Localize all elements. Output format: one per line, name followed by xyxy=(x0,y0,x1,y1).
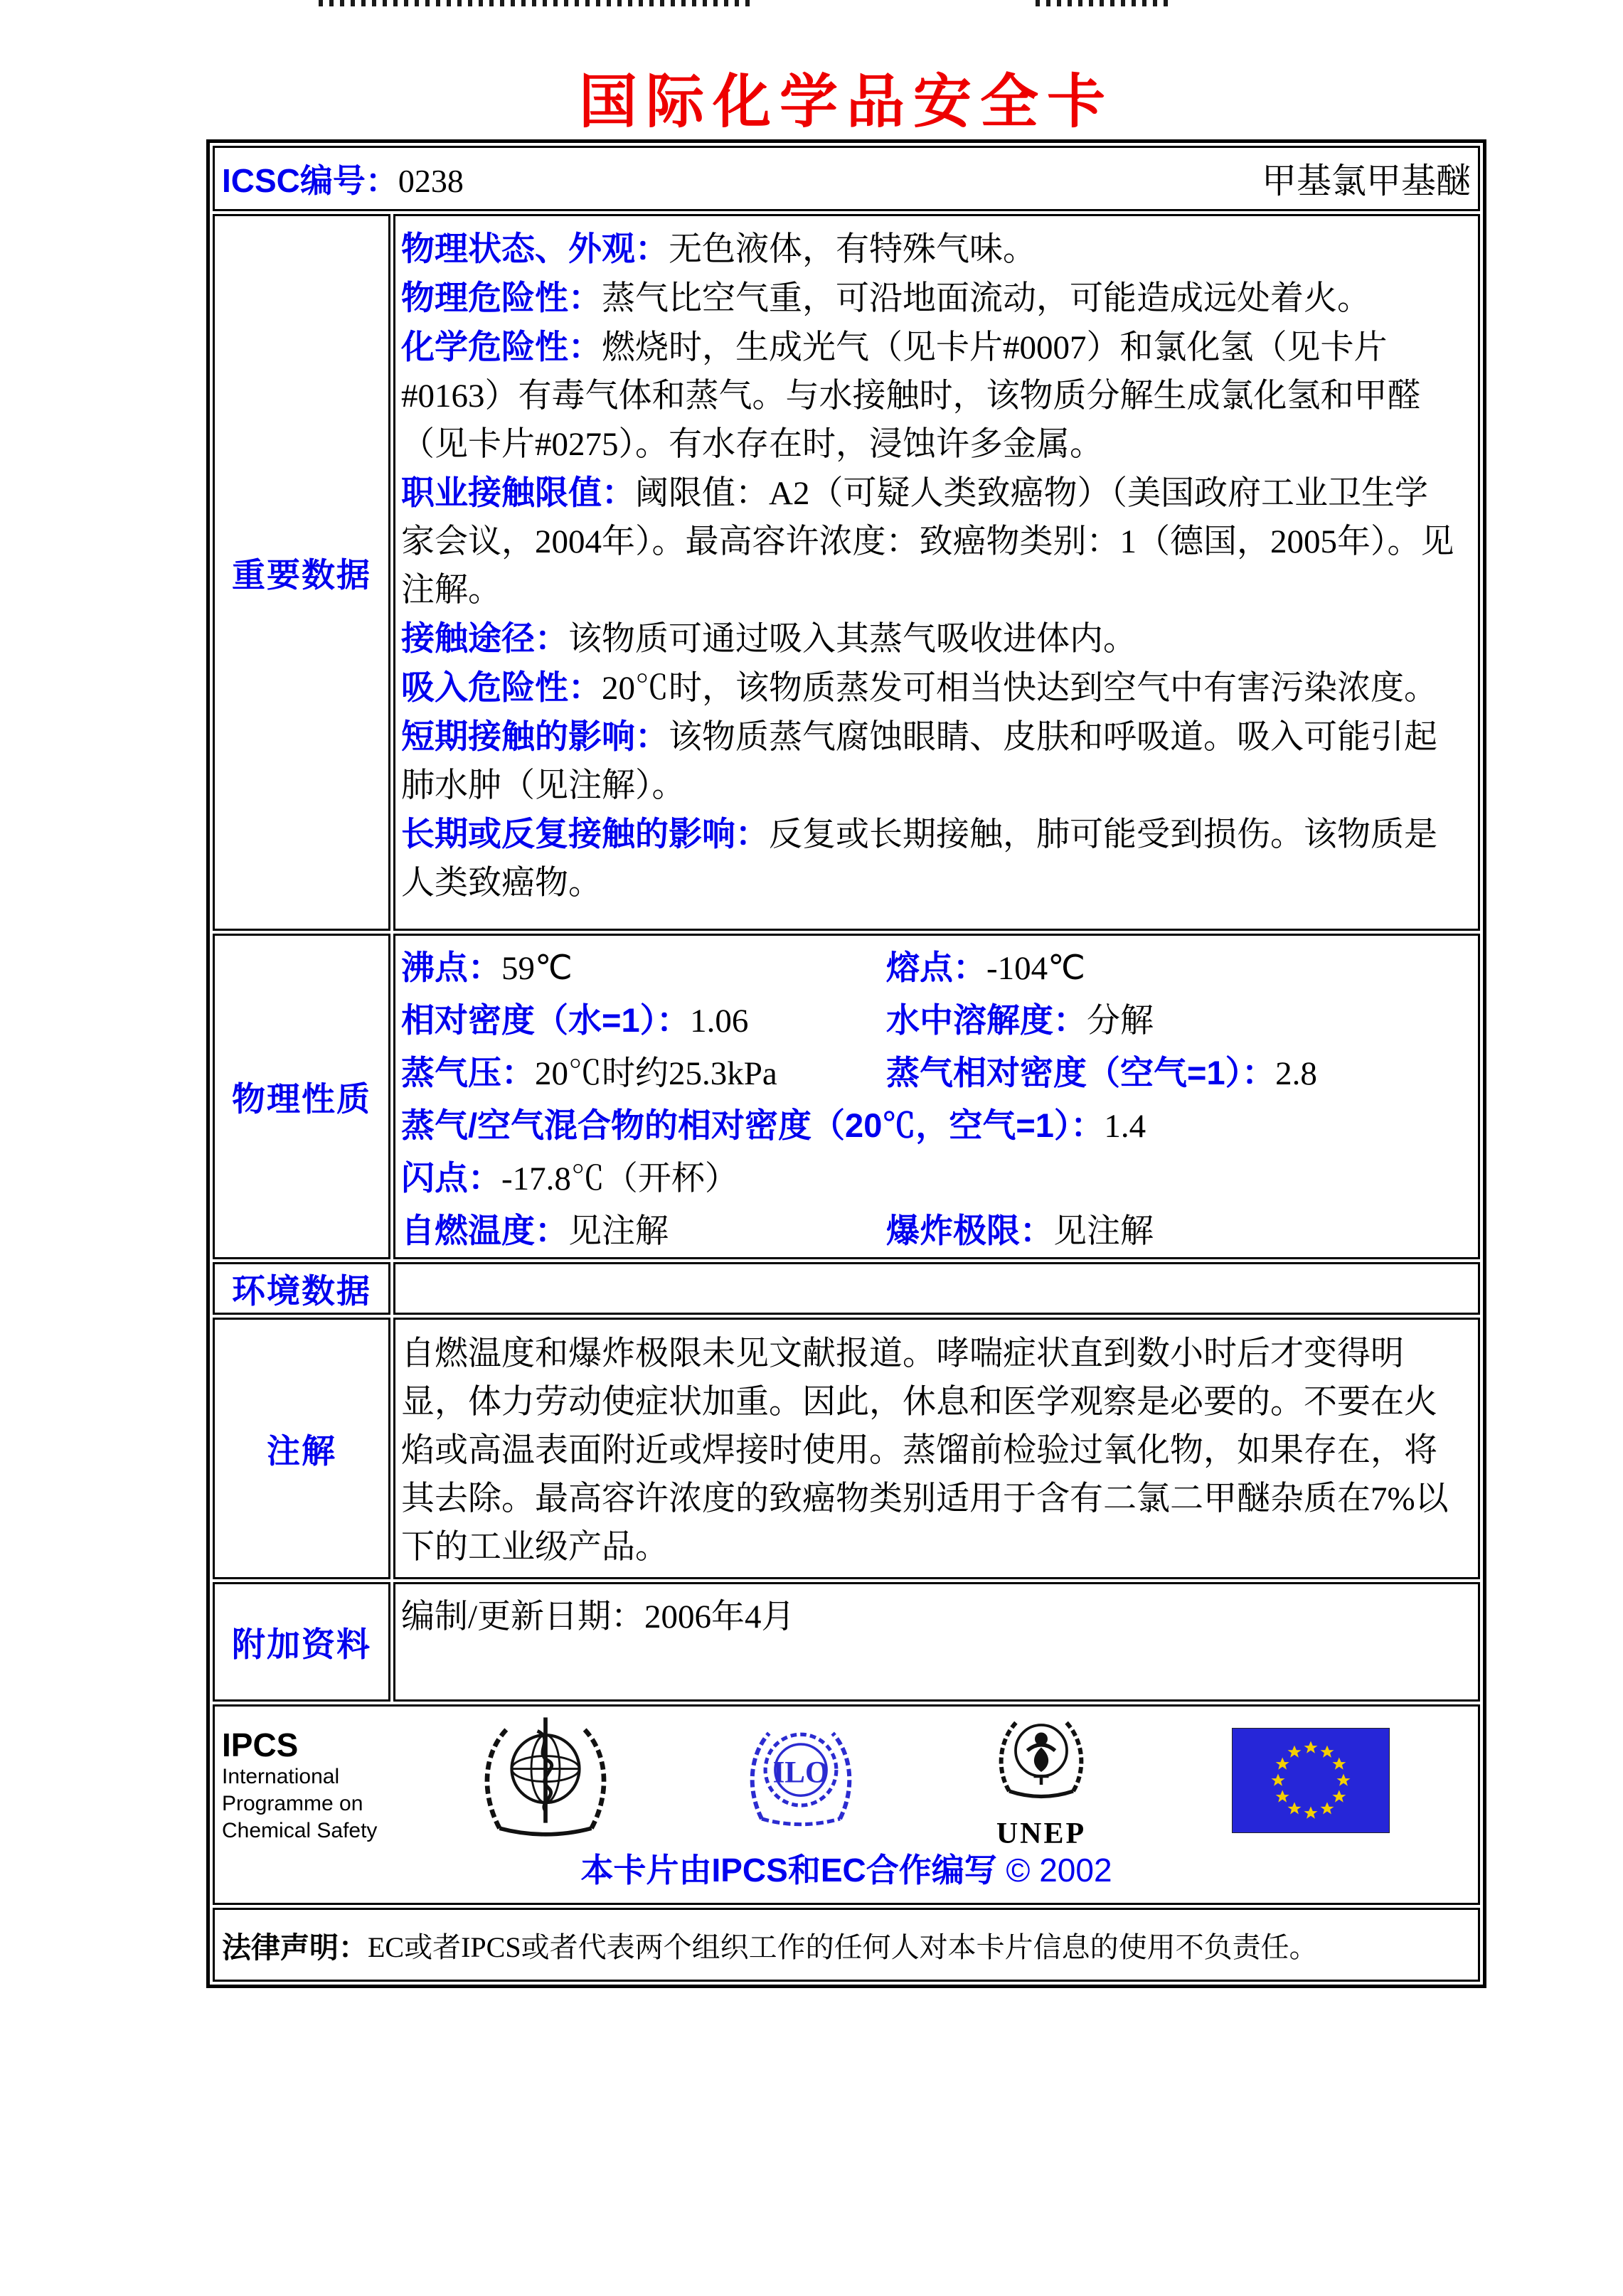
clipped-text-fragment xyxy=(1036,0,1174,6)
logos-cell xyxy=(213,1704,1480,1905)
legal-notice-cell xyxy=(213,1908,1480,1982)
card-header-cell xyxy=(213,146,1480,211)
physical-dangers-item: 物理危险性：蒸气比空气重，可沿地面流动，可能造成远处着火。 xyxy=(401,279,1371,317)
physical-properties-row xyxy=(213,934,1480,1259)
ipcs-subtitle-line: Chemical Safety xyxy=(222,1819,378,1842)
icsc-number-value: 0238 xyxy=(398,163,464,199)
physical-state-item: 物理状态、外观：无色液体，有特殊气味。 xyxy=(401,230,1036,268)
card-header-row xyxy=(213,146,1480,211)
credit-text: 本卡片由IPCS和EC合作编写 xyxy=(580,1852,997,1889)
property-line xyxy=(401,939,1471,991)
legal-notice-row xyxy=(213,1908,1480,1982)
property-vapor-relative-density: 蒸气相对密度（空气=1）：2.8 xyxy=(886,1053,1317,1092)
additional-info-content xyxy=(393,1582,1480,1702)
short-term-effects-item: 短期接触的影响：该物质蒸气腐蚀眼睛、皮肤和呼吸道。吸入可能引起肺水肿（见注解）。 xyxy=(401,717,1437,804)
occupational-exposure-limits-item: 职业接触限值：阈限值：A2（可疑人类致癌物）（美国政府工业卫生学家会议，2004年）。最高容许浓度：致癌物类别：1（德国，2005年）。见注解。 xyxy=(401,474,1454,609)
property-melting-point: 熔点：-104℃ xyxy=(886,948,1085,987)
property-explosive-limits: 爆炸极限：见注解 xyxy=(886,1211,1154,1250)
notes-row xyxy=(213,1318,1480,1579)
routes-of-exposure-item: 接触途径：该物质可通过吸入其蒸气吸收进体内。 xyxy=(401,619,1137,658)
clipped-text-fragment xyxy=(319,0,752,6)
property-autoignition-temperature: 自燃温度：见注解 xyxy=(401,1211,669,1250)
property-line xyxy=(401,1044,1471,1096)
property-flash-point: 闪点：-17.8℃（开杯） xyxy=(401,1158,738,1197)
notes-content xyxy=(393,1318,1480,1579)
unep-label: UNEP xyxy=(996,1817,1087,1850)
additional-info-row-label: 附加资料 xyxy=(213,1582,390,1702)
property-vapor-pressure: 蒸气压：20℃时约25.3kPa xyxy=(401,1053,777,1092)
prepared-updated-date: 编制/更新日期：2006年4月 xyxy=(401,1598,795,1635)
environmental-data-row-label: 环境数据 xyxy=(213,1262,390,1315)
icsc-number xyxy=(222,155,464,202)
important-data-row-label: 重要数据 xyxy=(213,214,390,931)
inhalation-risk-item: 吸入危险性：20℃时，该物质蒸发可相当快达到空气中有害污染浓度。 xyxy=(401,668,1437,707)
who-emblem-icon xyxy=(478,1709,613,1848)
long-term-effects-item: 长期或反复接触的影响：反复或长期接触，肺可能受到损伤。该物质是人类致癌物。 xyxy=(401,815,1437,902)
chemical-dangers-item: 化学危险性：燃烧时，生成光气（见卡片#0007）和氯化氢（见卡片#0163）有毒气体和蒸气。与水接触时，该物质分解生成氯化氢和甲醛（见卡片#0275）。有水存在时，浸蚀许多金属。 xyxy=(401,328,1421,463)
ipcs-subtitle-line: Programme on xyxy=(222,1792,363,1815)
unep-emblem-block xyxy=(977,1708,1105,1849)
physical-properties-row-label: 物理性质 xyxy=(213,934,390,1259)
icsc-number-label: ICSC编号： xyxy=(222,162,398,199)
physical-properties-content xyxy=(393,934,1480,1259)
logos-row xyxy=(213,1704,1480,1905)
notes-row-label: 注解 xyxy=(213,1318,390,1579)
ipcs-title: IPCS xyxy=(222,1726,299,1763)
environmental-data-row xyxy=(213,1262,1480,1315)
legal-notice-text: EC或者IPCS或者代表两个组织工作的任何人对本卡片信息的使用不负责任。 xyxy=(368,1931,1318,1963)
credit-line xyxy=(215,1844,1478,1891)
ilo-letters: ILO xyxy=(772,1756,829,1790)
environmental-data-content xyxy=(393,1262,1480,1315)
property-line xyxy=(401,991,1471,1044)
property-relative-density: 相对密度（水=1）：1.06 xyxy=(401,1000,749,1040)
property-vapor-air-mixture-density: 蒸气/空气混合物的相对密度（20℃，空气=1）：1.4 xyxy=(401,1106,1146,1145)
icsc-card xyxy=(206,139,1486,1988)
ipcs-subtitle-line: International xyxy=(222,1765,340,1788)
ilo-emblem-icon xyxy=(740,1714,862,1840)
chemical-name: 甲基氯甲基醚 xyxy=(1261,161,1471,201)
property-line xyxy=(401,1202,1471,1254)
property-water-solubility: 水中溶解度：分解 xyxy=(886,1000,1154,1040)
property-boiling-point: 沸点：59℃ xyxy=(401,948,573,987)
legal-notice-label: 法律声明： xyxy=(222,1931,368,1964)
additional-info-row xyxy=(213,1582,1480,1702)
property-line xyxy=(401,1149,1471,1202)
ipcs-text-block xyxy=(222,1726,377,1844)
important-data-row xyxy=(213,214,1480,931)
notes-text: 自燃温度和爆炸极限未见文献报道。哮喘症状直到数小时后才变得明显，体力劳动使症状加重。因此，休息和医学观察是必要的。不要在火焰或高温表面附近或焊接时使用。蒸馏前检验过氧化物，如果存在，将其去除。最高容许浓度的致癌物类别适用于含有二氯二甲醚杂质在7%以下的工业级产品。 xyxy=(401,1335,1449,1566)
credit-copyright: © 2002 xyxy=(1006,1852,1112,1889)
page-title: 国际化学品安全卡 xyxy=(578,70,1114,134)
important-data-content xyxy=(393,214,1480,931)
property-line xyxy=(401,1096,1471,1149)
eu-flag-icon xyxy=(1232,1728,1390,1837)
unep-emblem-icon xyxy=(988,1805,1095,1817)
